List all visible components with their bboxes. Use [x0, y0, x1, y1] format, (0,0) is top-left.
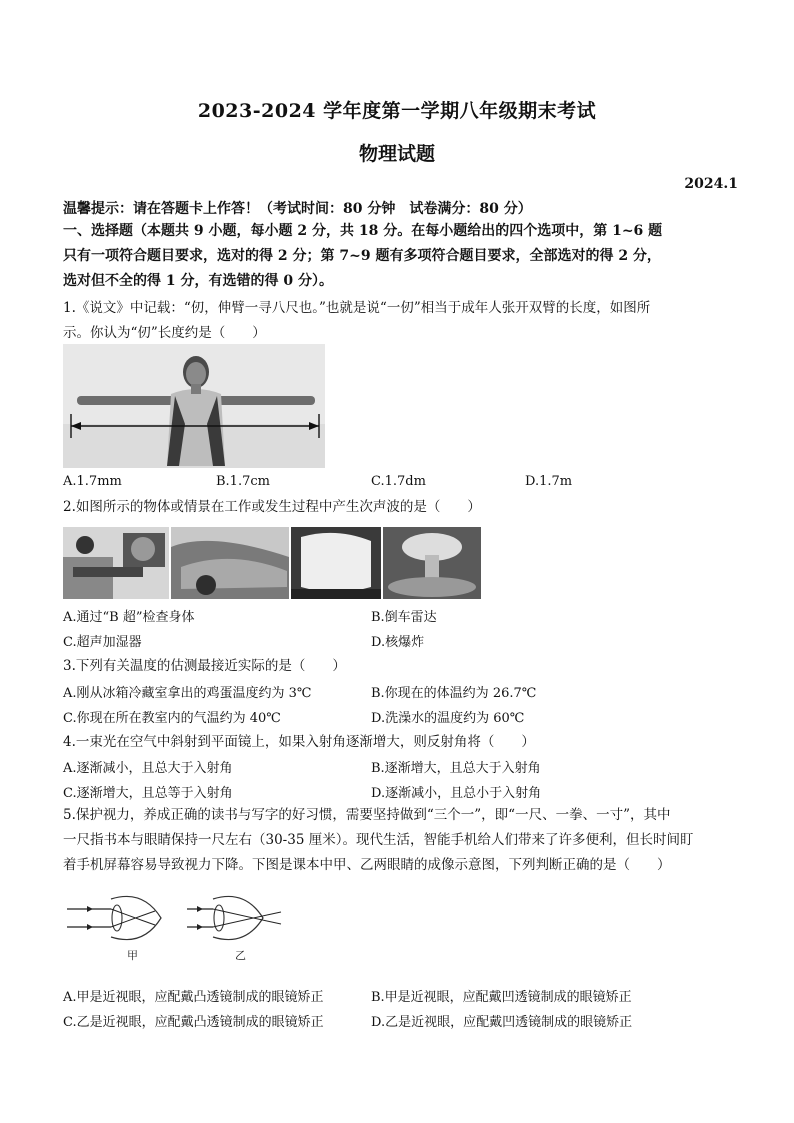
arm-span-figure: [63, 344, 325, 468]
option-b[interactable]: B.1.7cm: [216, 474, 270, 489]
b-ultrasound-photo: [63, 527, 169, 599]
option-c[interactable]: C.超声加湿器: [63, 635, 142, 650]
option-d[interactable]: D.核爆炸: [371, 635, 425, 650]
question-5-options: [0, 986, 794, 1038]
humidifier-photo: [291, 527, 381, 599]
question-line: 1.《说文》中记载：“仞，伸臂一寻八尺也。”也就是说“一仞”相当于成年人张开双臂的长度，如图所: [63, 300, 651, 316]
question-line: 着手机屏幕容易导致视力下降。下图是课本中甲、乙两眼睛的成像示意图，下列判断正确的是（ ）: [63, 857, 671, 873]
option-a[interactable]: A.通过“B 超”检查身体: [63, 610, 195, 625]
option-c[interactable]: C.逐渐增大，且总等于入射角: [63, 786, 233, 801]
nuclear-explosion-photo: [383, 527, 481, 599]
section-line: 选对但不全的得 1 分，有选错的得 0 分）。: [63, 273, 333, 289]
question-line: 一尺指书本与眼睛保持一尺左右（30-35 厘米）。现代生活，智能手机给人们带来了许多便利，但长时间盯: [63, 832, 694, 848]
question-3-options: [0, 682, 794, 734]
reversing-radar-photo: [171, 527, 289, 599]
eye-label-jia: 甲: [127, 949, 138, 962]
option-d[interactable]: D.乙是近视眼，应配戴凹透镜制成的眼镜矫正: [371, 1015, 633, 1030]
section-line: 只有一项符合题目要求，选对的得 2 分；第 7~9 题有多项符合题目要求，全部选对的得 2 分，: [63, 248, 661, 264]
option-c[interactable]: C.乙是近视眼，应配戴凸透镜制成的眼镜矫正: [63, 1015, 324, 1030]
question-4-options: [0, 757, 794, 809]
eye-label-yi: 乙: [235, 949, 246, 962]
option-a[interactable]: A.甲是近视眼，应配戴凸透镜制成的眼镜矫正: [63, 990, 324, 1005]
option-a[interactable]: A.1.7mm: [63, 474, 122, 489]
question-line: 示。你认为“仞”长度约是（ ）: [63, 325, 266, 341]
question-2-options: [0, 606, 794, 658]
question-4-stem: 4.一束光在空气中斜射到平面镜上，如果入射角逐渐增大，则反射角将（ ）: [63, 734, 535, 750]
option-c[interactable]: C.1.7dm: [371, 474, 426, 489]
section-line: 一、选择题（本题共 9 小题，每小题 2 分，共 18 分。在每小题给出的四个选项中，第 1~6 题: [63, 223, 663, 239]
question-5-stem: [63, 803, 729, 878]
question-1-stem: [63, 296, 729, 346]
option-b[interactable]: B.倒车雷达: [371, 610, 437, 625]
question-3-stem: 3.下列有关温度的估测最接近实际的是（ ）: [63, 658, 346, 674]
exam-title: 2023-2024 学年度第一学期八年级期末考试: [197, 100, 597, 122]
exam-tip: 温馨提示：请在答题卡上作答！（考试时间：80 分钟 试卷满分：80 分）: [63, 201, 532, 217]
question-1-options: [0, 474, 794, 494]
option-b[interactable]: B.甲是近视眼，应配戴凹透镜制成的眼镜矫正: [371, 990, 632, 1005]
exam-subtitle: 物理试题: [358, 143, 435, 165]
option-d[interactable]: D.逐渐减小，且总小于入射角: [371, 786, 542, 801]
option-a[interactable]: A.刚从冰箱冷藏室拿出的鸡蛋温度约为 3℃: [63, 686, 312, 701]
option-b[interactable]: B.你现在的体温约为 26.7℃: [371, 686, 537, 701]
exam-date: 2024.1: [684, 176, 738, 192]
eye-diagram-yi: [187, 896, 281, 939]
option-a[interactable]: A.逐渐减小，且总大于入射角: [63, 761, 233, 776]
option-c[interactable]: C.你现在所在教室内的气温约为 40℃: [63, 711, 281, 726]
eye-diagram-jia: [67, 896, 161, 939]
question-line: 5.保护视力，养成正确的读书与写字的好习惯，需要坚持做到“三个一”，即“一尺、一拳、一寸”，其中: [63, 807, 671, 823]
section-instructions: [63, 219, 723, 294]
question-2-stem: 2.如图所示的物体或情景在工作或发生过程中产生次声波的是（ ）: [63, 499, 481, 515]
option-d[interactable]: D.1.7m: [525, 474, 573, 489]
eye-imaging-diagram: [63, 893, 313, 965]
option-d[interactable]: D.洗澡水的温度约为 60℃: [371, 711, 525, 726]
option-b[interactable]: B.逐渐增大，且总大于入射角: [371, 761, 541, 776]
